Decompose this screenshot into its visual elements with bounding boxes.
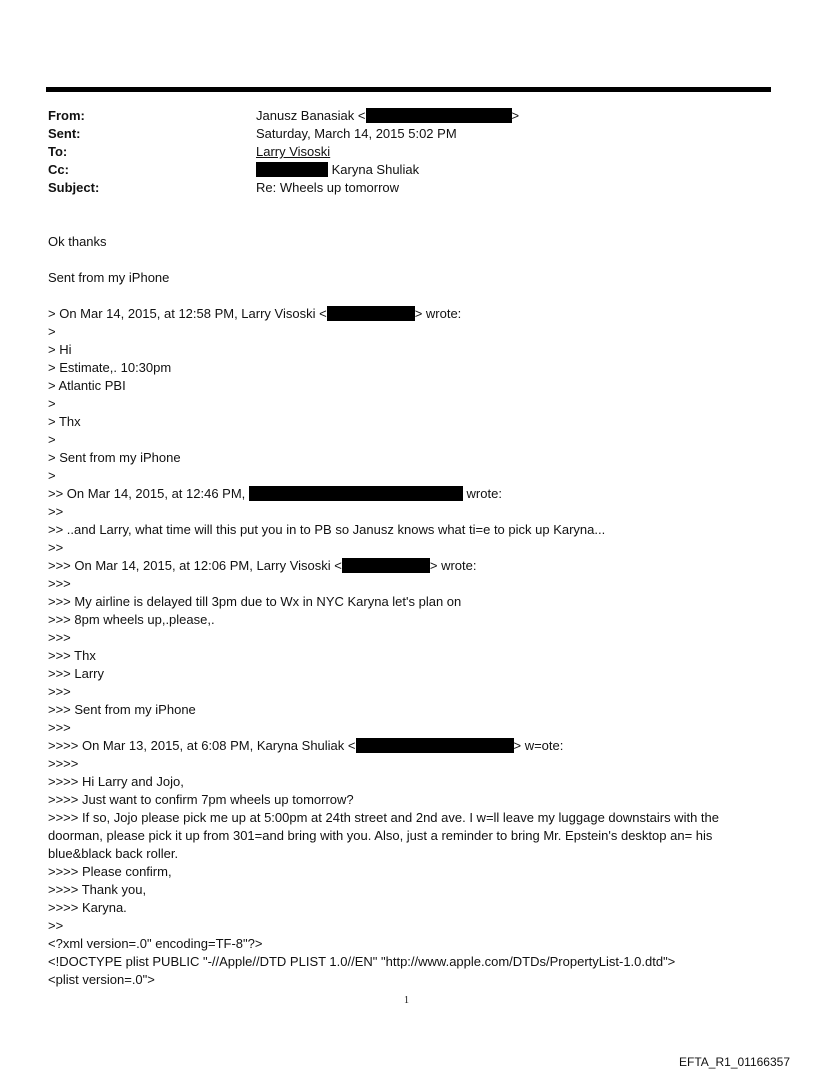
redaction-box (356, 738, 514, 753)
body-line: >>>> Hi Larry and Jojo, (48, 774, 184, 789)
body-line: >> (48, 918, 64, 933)
body-line: > Thx (48, 414, 81, 429)
quote-header-text: > On Mar 14, 2015, at 12:58 PM, Larry Visoski < (48, 306, 327, 321)
cc-name: Karyna Shuliak (331, 162, 420, 177)
body-line: >>> 8pm wheels up,.please,. (48, 612, 215, 627)
subject-label: Subject: (48, 180, 100, 195)
redaction-box (249, 486, 463, 501)
sent-value: Saturday, March 14, 2015 5:02 PM (256, 126, 457, 141)
to-value: Larry Visoski (256, 144, 331, 159)
body-line: >>> (48, 684, 71, 699)
body-line: Ok thanks (48, 234, 107, 249)
body-line: >>> Sent from my iPhone (48, 702, 196, 717)
from-bracket-close: > (511, 108, 520, 123)
body-line: >>>> (48, 756, 79, 771)
body-line: > Atlantic PBI (48, 378, 126, 393)
body-line: <plist version=.0"> (48, 972, 155, 987)
body-line: >>>> If so, Jojo please pick me up at 5:00pm at 24th street and 2nd ave. I w=ll leave my luggage downstairs with the (48, 810, 719, 825)
body-line: > (48, 468, 56, 483)
body-line: <?xml version=.0" encoding=TF-8"?> (48, 936, 263, 951)
quote-header-text: > wrote: (414, 306, 462, 321)
body-line (48, 557, 476, 575)
quote-header-text: > w=ote: (513, 738, 564, 753)
body-line: <!DOCTYPE plist PUBLIC "-//Apple//DTD PLIST 1.0//EN" "http://www.apple.com/DTDs/PropertyList-1.0.dtd"> (48, 954, 676, 969)
body-line (48, 485, 502, 503)
body-line: > Hi (48, 342, 72, 357)
from-label: From: (48, 108, 85, 123)
cc-value (256, 161, 419, 179)
body-line: > Estimate,. 10:30pm (48, 360, 172, 375)
body-line (48, 737, 563, 755)
body-line: >> (48, 504, 64, 519)
sent-label: Sent: (48, 126, 81, 141)
body-line: > (48, 432, 56, 447)
redaction-box (327, 306, 415, 321)
cc-label: Cc: (48, 162, 69, 177)
subject-value: Re: Wheels up tomorrow (256, 180, 400, 195)
body-line: >>> Larry (48, 666, 105, 681)
quote-header-text: >> On Mar 14, 2015, at 12:46 PM, (48, 486, 246, 501)
body-line: >>> (48, 576, 71, 591)
body-line: Sent from my iPhone (48, 270, 170, 285)
quote-header-text: >>> On Mar 14, 2015, at 12:06 PM, Larry Visoski < (48, 558, 342, 573)
header-rule (46, 87, 771, 92)
to-label: To: (48, 144, 68, 159)
quote-header-text: >>>> On Mar 13, 2015, at 6:08 PM, Karyna Shuliak < (48, 738, 356, 753)
bates-number: EFTA_R1_01166357 (679, 1055, 790, 1069)
body-line: > (48, 396, 56, 411)
redaction-box (256, 162, 328, 177)
body-line: >>>> Just want to confirm 7pm wheels up tomorrow? (48, 792, 354, 807)
body-line (48, 305, 461, 323)
redaction-box (342, 558, 430, 573)
from-value (256, 107, 519, 125)
body-line: >>> (48, 720, 71, 735)
redaction-box (366, 108, 512, 123)
quote-header-text: > wrote: (429, 558, 477, 573)
from-name: Janusz Banasiak (256, 108, 355, 123)
body-line: >>> My airline is delayed till 3pm due to Wx in NYC Karyna let's plan on (48, 594, 462, 609)
body-line: blue&black back roller. (48, 846, 179, 861)
quote-header-text: wrote: (466, 486, 502, 501)
body-line: > (48, 324, 56, 339)
body-line: >>> Thx (48, 648, 96, 663)
body-line: >> (48, 540, 64, 555)
page-number: 1 (404, 995, 409, 1006)
body-line: >>>> Thank you, (48, 882, 147, 897)
body-line: doorman, please pick it up from 301=and bring with you. Also, just a reminder to bring Mr. Epstein's desktop an= his (48, 828, 713, 843)
body-line: >>>> Please confirm, (48, 864, 172, 879)
body-line: >>>> Karyna. (48, 900, 127, 915)
from-bracket-open: < (357, 108, 366, 123)
body-line: >> ..and Larry, what time will this put you in to PB so Janusz knows what ti=e to pick up Karyna... (48, 522, 606, 537)
body-line: >>> (48, 630, 71, 645)
body-line: > Sent from my iPhone (48, 450, 181, 465)
